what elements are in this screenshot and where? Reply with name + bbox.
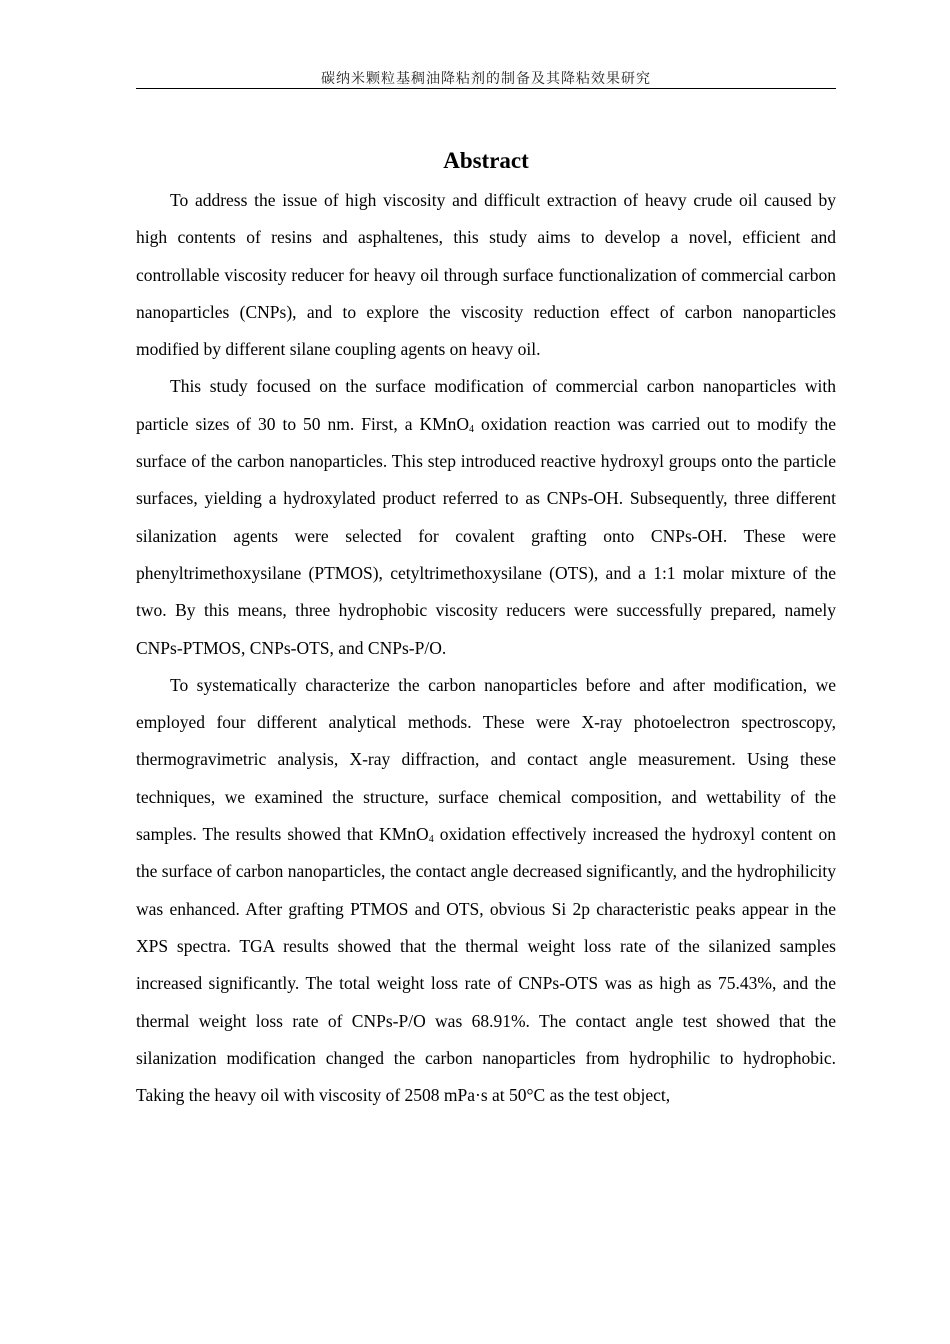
header-rule bbox=[136, 88, 836, 89]
kmno4-subscript: 4 bbox=[469, 423, 475, 435]
abstract-title: Abstract bbox=[443, 148, 529, 173]
kmno4-subscript: 4 bbox=[428, 834, 434, 846]
abstract-paragraph-3 bbox=[136, 667, 836, 1115]
paragraph-3-text-a: To systematically characterize the carbon nanoparticles before and after modification, we employed four different analytical methods. These were X-ray photoelectron spectroscopy, thermogravimetric analysis, X-ray diffraction, and contact angle measurement. Using these techniques, we examined the structure, surface chemical composition, and wettability of the samples. The results showed that KMnO bbox=[136, 674, 836, 845]
running-header: 碳纳米颗粒基稠油降粘剂的制备及其降粘效果研究 bbox=[321, 71, 651, 87]
abstract-body bbox=[136, 182, 836, 1114]
abstract-paragraph-2 bbox=[136, 368, 836, 666]
paragraph-1-text: To address the issue of high viscosity and difficult extraction of heavy crude oil caused by high contents of resins and asphaltenes, this study aims to develop a novel, efficient and controllable viscosity reducer for heavy oil through surface functionalization of commercial carbon nanoparticles (CNPs), and to explore the viscosity reduction effect of carbon nanoparticles modified by different silane coupling agents on heavy oil. bbox=[136, 190, 836, 360]
paragraph-2-text-b: oxidation reaction was carried out to modify the surface of the carbon nanoparticles. This step introduced reactive hydroxyl groups onto the particle surfaces, yielding a hydroxylated product referred to as CNPs-OH. Subsequently, three different silanization agents were selected for covalent grafting onto CNPs-OH. These were phenyltrimethoxysilane (PTMOS), cetyltrimethoxysilane (OTS), and a 1:1 molar mixture of the two. By this means, three hydrophobic viscosity reducers were successfully prepared, namely CNPs-PTMOS, CNPs-OTS, and CNPs-P/O. bbox=[136, 413, 836, 658]
abstract-paragraph-1 bbox=[136, 182, 836, 368]
paragraph-3-text-b: oxidation effectively increased the hydroxyl content on the surface of carbon nanoparticles, the contact angle decreased significantly, and the hydrophilicity was enhanced. After grafting PTMOS and OTS, obvious Si 2p characteristic peaks appear in the XPS spectra. TGA results showed that the thermal weight loss rate of the silanized samples increased significantly. The total weight loss rate of CNPs-OTS was as high as 75.43%, and the thermal weight loss rate of CNPs-P/O was 68.91%. The contact angle test showed that the silanization modification changed the carbon nanoparticles from hydrophilic to hydrophobic. Taking the heavy oil with viscosity of 2508 mPa·s at 50°C as the test object, bbox=[136, 824, 836, 1106]
paragraph-2-text-a: This study focused on the surface modification of commercial carbon nanoparticles with particle sizes of 30 to 50 nm. First, a KMnO bbox=[136, 376, 836, 434]
